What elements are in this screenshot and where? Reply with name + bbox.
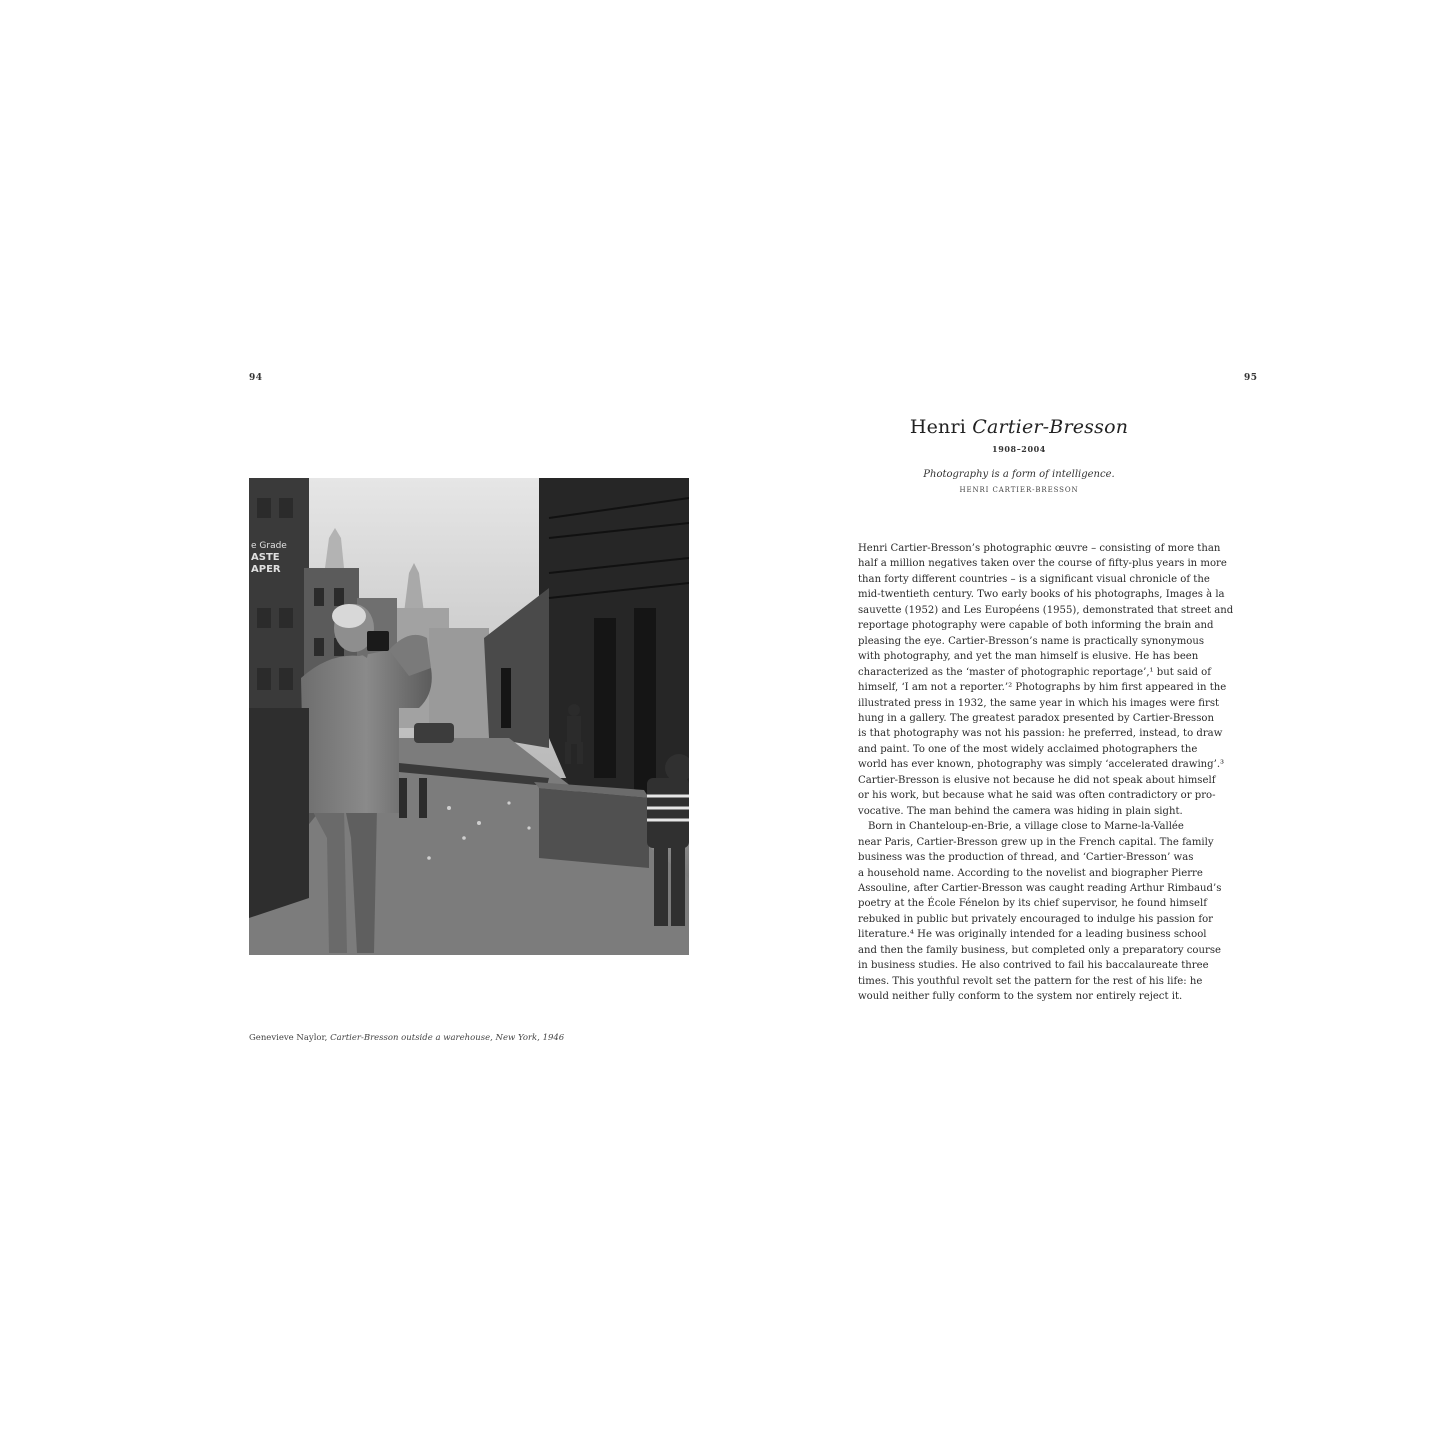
life-dates: 1908–2004	[992, 444, 1046, 454]
text-line: and then the family business, but completed only a preparatory course	[858, 944, 1221, 956]
text-line: would neither fully conform to the system nor entirely reject it.	[858, 991, 1183, 1003]
text-line: Henri Cartier-Bresson’s photographic œuvre – consisting of more than	[858, 543, 1221, 554]
text-line: is that photography was not his passion: he preferred, instead, to draw	[858, 728, 1223, 740]
photo-caption	[249, 1033, 564, 1043]
paragraph-1	[858, 541, 1234, 819]
text-line: than forty different countries – is a significant visual chronicle of the	[858, 573, 1210, 585]
text-line: himself, ‘I am not a reporter.’² Photographs by him first appeared in the	[858, 682, 1227, 694]
caption-work: Cartier-Bresson outside a warehouse, New York, 1946	[330, 1033, 565, 1043]
body-text	[858, 541, 1234, 1005]
street-photograph	[249, 478, 689, 955]
title-surname: Cartier-Bresson	[972, 416, 1129, 438]
text-line: with photography, and yet the man himself is elusive. He has been	[858, 651, 1199, 663]
photo-illustration	[249, 478, 689, 955]
text-line: Cartier-Bresson is elusive not because he did not speak about himself	[858, 774, 1216, 786]
chapter-title	[858, 415, 1180, 439]
page-number-left: 94	[249, 373, 263, 383]
text-line: or his work, but because what he said was often contradictory or pro-	[858, 790, 1216, 802]
text-line: business was the production of thread, and ‘Cartier-Bresson’ was	[858, 852, 1194, 864]
text-line: and paint. To one of the most widely acclaimed photographers the	[858, 743, 1198, 755]
paragraph-2	[858, 819, 1222, 1004]
text-line: near Paris, Cartier-Bresson grew up in the French capital. The family	[858, 836, 1214, 848]
text-line: half a million negatives taken over the course of fifty-plus years in more	[858, 558, 1227, 570]
caption-author: Genevieve Naylor,	[249, 1033, 331, 1043]
epigraph-quote: Photography is a form of intelligence.	[923, 469, 1115, 480]
text-line: a household name. According to the novelist and biographer Pierre	[858, 867, 1203, 879]
text-line: literature.⁴ He was originally intended for a leading business school	[858, 929, 1207, 941]
text-line: rebuked in public but privately encouraged to indulge his passion for	[858, 913, 1213, 925]
text-line: Assouline, after Cartier-Bresson was caught reading Arthur Rimbaud’s	[858, 882, 1222, 894]
epigraph-author: HENRI CARTIER-BRESSON	[959, 486, 1079, 494]
text-line: characterized as the ‘master of photographic reportage’,¹ but said of	[858, 666, 1211, 678]
text-line: hung in a gallery. The greatest paradox presented by Cartier-Bresson	[858, 712, 1214, 724]
text-line: world has ever known, photography was simply ‘accelerated drawing’.³	[858, 759, 1225, 771]
sign-line-1: e Grade	[251, 541, 287, 551]
text-line: sauvette (1952) and Les Européens (1955), demonstrated that street and	[858, 604, 1234, 616]
text-line: mid-twentieth century. Two early books of his photographs, Images à la	[858, 589, 1225, 601]
sign-line-3: APER	[251, 564, 281, 575]
text-line: poetry at the École Fénelon by its chief supervisor, he found himself	[858, 898, 1207, 910]
page-number-right: 95	[1244, 373, 1258, 383]
chapter-heading	[858, 415, 1180, 494]
text-line: pleasing the eye. Cartier-Bresson’s name is practically synonymous	[858, 635, 1205, 647]
text-line: reportage photography were capable of both informing the brain and	[858, 620, 1214, 632]
sign-line-2: ASTE	[251, 552, 280, 563]
text-line: illustrated press in 1932, the same year in which his images were first	[858, 697, 1220, 709]
title-first-name: Henri	[909, 416, 973, 438]
text-line: times. This youthful revolt set the pattern for the rest of his life: he	[858, 975, 1203, 987]
text-line: Born in Chanteloup-en-Brie, a village close to Marne-la-Vallée	[868, 821, 1184, 833]
text-line: in business studies. He also contrived to fail his baccalaureate three	[858, 960, 1209, 972]
text-line: vocative. The man behind the camera was hiding in plain sight.	[858, 805, 1183, 817]
